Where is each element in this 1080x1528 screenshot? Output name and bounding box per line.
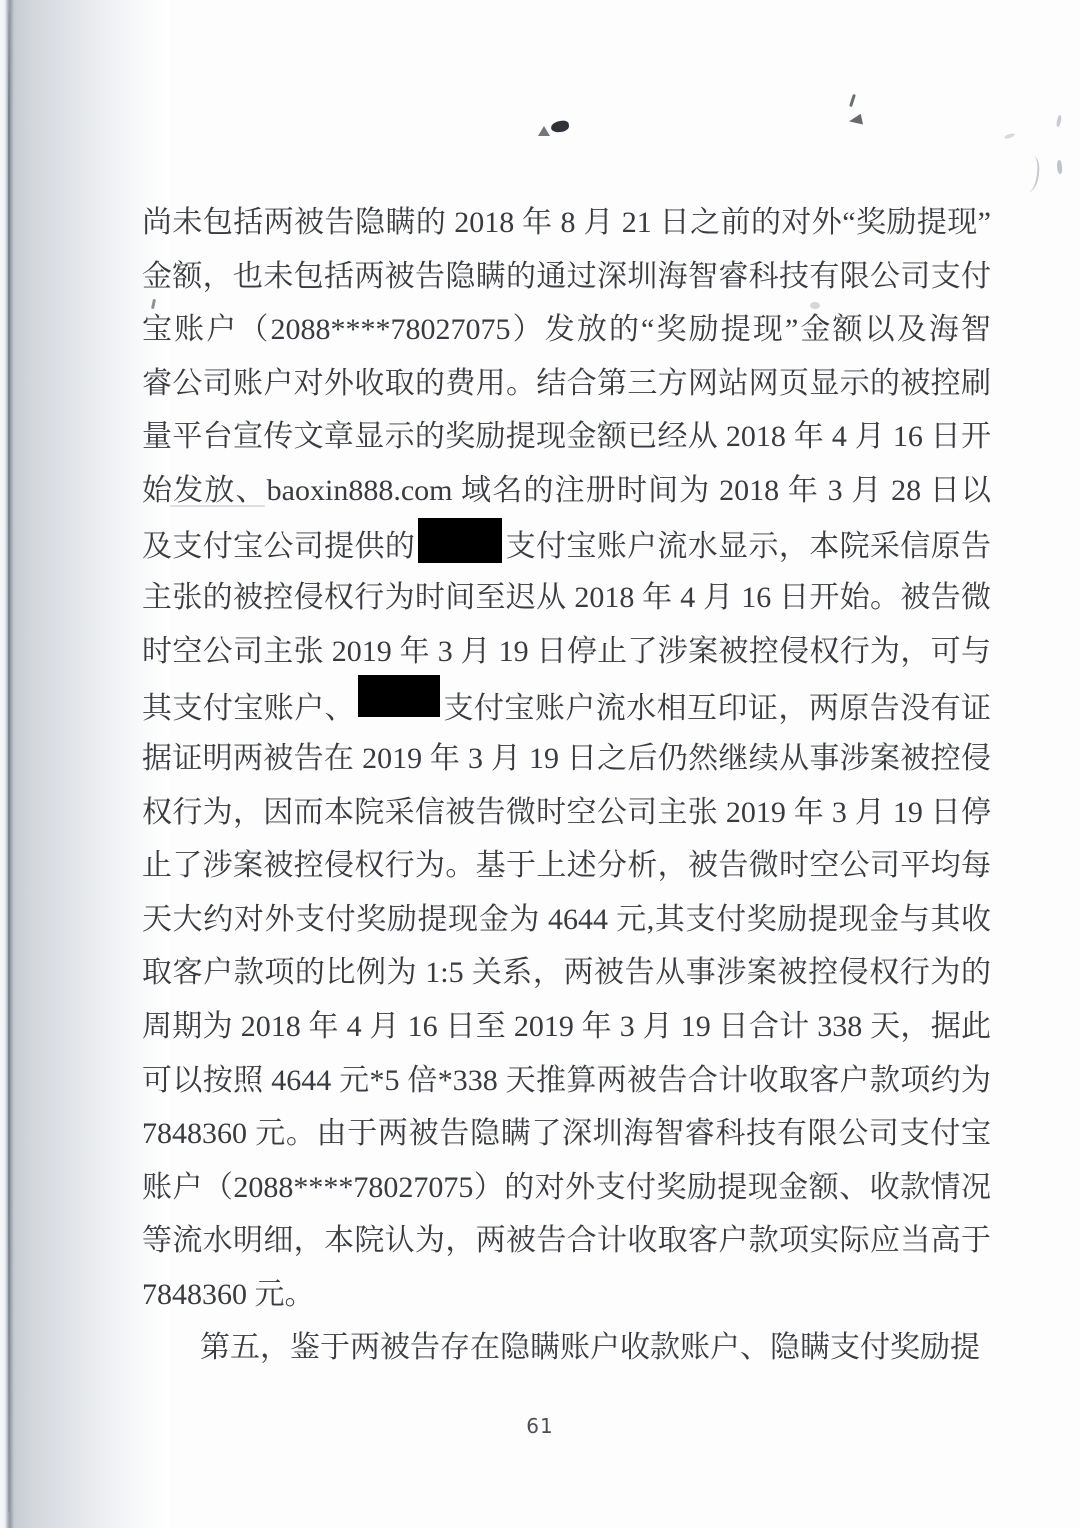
ink-speck: [538, 126, 550, 136]
text-line-13: 止了涉案被控侵权行为。基于上述分析，被告微时空公司平均每: [142, 849, 991, 883]
text-segment: 支付宝账户流水相互印证，两原告没有证: [443, 692, 992, 726]
text-line-2: 金额，也未包括两被告隐瞒的通过深圳海智睿科技有限公司支付: [142, 259, 991, 293]
text-line-4: 睿公司账户对外收取的费用。结合第三方网站网页显示的被控刷: [142, 366, 991, 400]
text-line-10: [142, 678, 991, 732]
text-line-15: 取客户款项的比例为 1:5 关系，两被告从事涉案被控侵权行为的: [142, 956, 991, 990]
text-line-16: 周期为 2018 年 4 月 16 日至 2019 年 3 月 19 日合计 338 天，据此: [142, 1009, 991, 1043]
text-segment: 其支付宝账户、: [142, 692, 356, 726]
text-segment: 及支付宝公司提供的: [142, 529, 416, 563]
text-line-6: 始发放、baoxin888.com 域名的注册时间为 2018 年 3 月 28 日以: [142, 473, 991, 507]
text-segment: 支付宝账户流水显示，本院采信原告: [505, 529, 992, 563]
text-line-3: 宝账户（2088****78027075）发放的“奖励提现”金额以及海智: [142, 313, 991, 347]
text-line-21: 7848360 元。: [142, 1277, 315, 1311]
scan-artifact: [1021, 155, 1041, 192]
text-line-17: 可以按照 4644 元*5 倍*338 天推算两被告合计收取客户款项约为: [142, 1063, 991, 1097]
text-line-7: [142, 518, 991, 572]
redaction-box: [358, 675, 440, 717]
text-line-18: 7848360 元。由于两被告隐瞒了深圳海智睿科技有限公司支付宝: [142, 1117, 991, 1151]
text-line-1: 尚未包括两被告隐瞒的 2018 年 8 月 21 日之前的对外“奖励提现”: [142, 206, 991, 239]
ink-speck: [550, 120, 569, 133]
judgment-text-block: [142, 196, 991, 1375]
text-line-11: 据证明两被告在 2019 年 3 月 19 日之后仍然继续从事涉案被控侵: [142, 741, 991, 775]
redaction-box: [418, 518, 502, 563]
ink-speck: [849, 94, 856, 107]
text-line-22: 第五，鉴于两被告存在隐瞒账户收款账户、隐瞒支付奖励提: [200, 1331, 980, 1365]
text-line-20: 等流水明细，本院认为，两被告合计收取客户款项实际应当高于: [142, 1224, 991, 1258]
text-line-8: 主张的被控侵权行为时间至迟从 2018 年 4 月 16 日开始。被告微: [142, 581, 991, 615]
text-line-14: 天大约对外支付奖励提现金为 4644 元,其支付奖励提现金与其收: [142, 902, 991, 936]
text-line-5: 量平台宣传文章显示的奖励提现金额已经从 2018 年 4 月 16 日开: [142, 420, 991, 454]
ink-speck: [848, 114, 863, 127]
scan-artifact: [1056, 160, 1062, 174]
text-line-9: 时空公司主张 2019 年 3 月 19 日停止了涉案被控侵权行为，可与: [142, 634, 991, 668]
scanner-edge-line: [8, 12, 10, 1512]
scan-artifact: [1004, 132, 1016, 140]
scan-artifact: [1056, 115, 1062, 128]
text-line-19: 账户（2088****78027075）的对外支付奖励提现金额、收款情况: [142, 1170, 991, 1204]
text-line-12: 权行为，因而本院采信被告微时空公司主张 2019 年 3 月 19 日停: [142, 795, 991, 829]
page-number: 61: [526, 1414, 554, 1438]
